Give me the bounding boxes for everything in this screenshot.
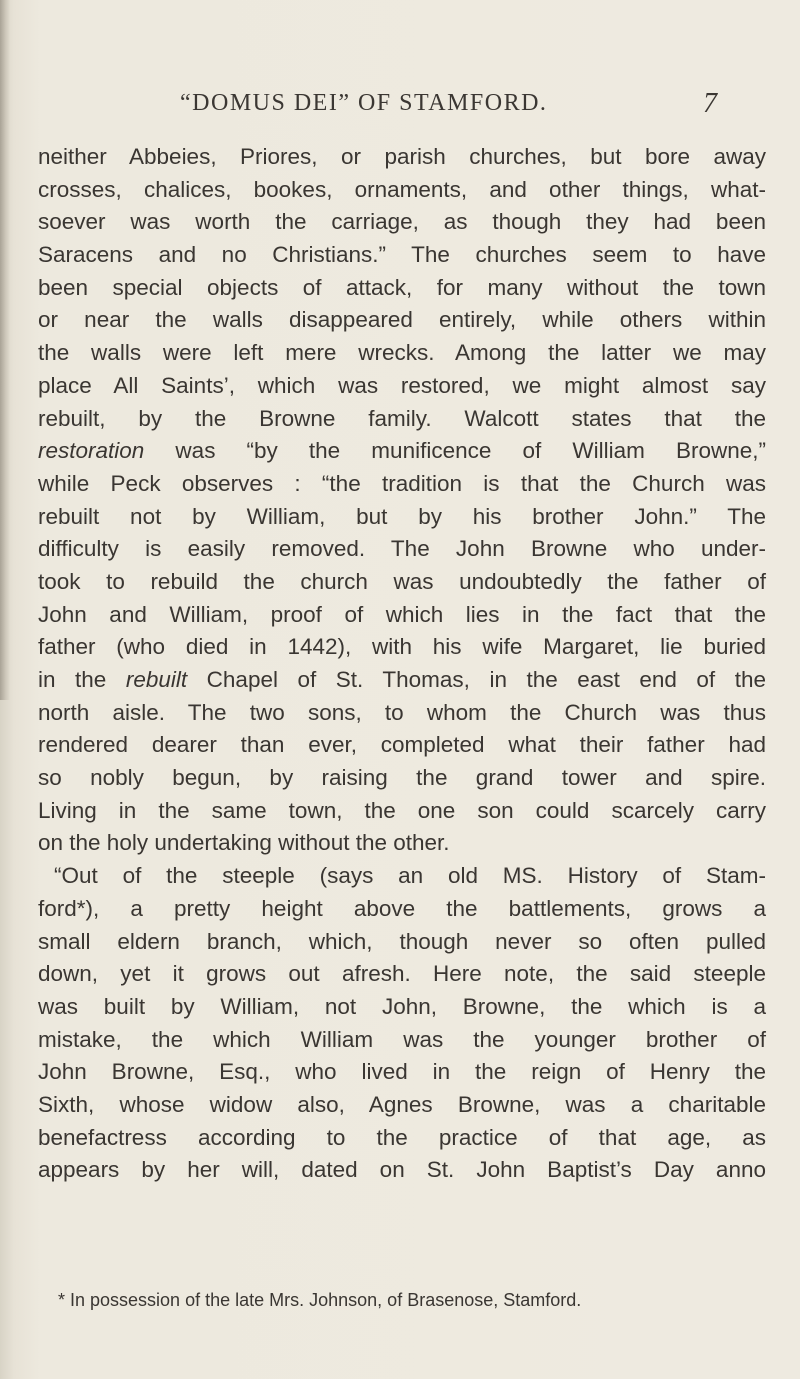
text-segment: rebuilt, by the Browne family. Walcott states that the [38, 405, 766, 431]
text-segment: Chapel of St. Thomas, in the east end of the [187, 667, 766, 692]
text-segment: soever was worth the carriage, as though they had been [38, 209, 766, 235]
text-segment: in the [38, 667, 126, 692]
text-line [38, 1024, 766, 1057]
text-segment: John Browne, Esq., who lived in the reign of Henry the [38, 1059, 766, 1085]
page-number: 7 [703, 88, 717, 119]
text-line [38, 566, 766, 599]
text-segment: ford*), a pretty height above the battlements, grows a [38, 895, 766, 921]
text-line [38, 141, 766, 174]
text-segment: took to rebuild the church was undoubtedly the father of [38, 568, 766, 594]
text-segment: north aisle. The two sons, to whom the Church was thus [38, 699, 766, 725]
text-line [38, 697, 766, 730]
text-segment: Sixth, whose widow also, Agnes Browne, was a charitable [38, 1091, 766, 1117]
footnote: * In possession of the late Mrs. Johnson, of Brasenose, Stamford. [58, 1290, 582, 1310]
text-segment: on the holy undertaking without the other. [38, 830, 450, 856]
text-segment: while Peck observes : “the tradition is that the Church was [38, 470, 766, 496]
text-segment: been special objects of attack, for many without the town [38, 274, 766, 300]
text-line [38, 827, 766, 860]
text-segment: was built by William, not John, Browne, the which is a [38, 993, 766, 1019]
text-segment: John and William, proof of which lies in the fact that the [38, 601, 766, 627]
text-line [38, 370, 766, 403]
text-line [38, 1056, 766, 1089]
text-segment: difficulty is easily removed. The John Browne who under- [38, 536, 766, 562]
italic-text: rebuilt [125, 667, 188, 692]
text-segment: Saracens and no Christians.” The churches seem to have [38, 242, 766, 268]
text-line [38, 893, 766, 926]
text-segment: the walls were left mere wrecks. Among the latter we may [38, 340, 766, 366]
text-segment: benefactress according to the practice of that age, as [38, 1124, 766, 1150]
text-segment: father (who died in 1442), with his wife Margaret, lie buried [38, 634, 766, 660]
text-segment: place All Saints’, which was restored, we might almost say [38, 372, 766, 398]
text-line [38, 631, 766, 664]
text-segment: mistake, the which William was the younger brother of [38, 1026, 766, 1052]
text-line [38, 991, 766, 1024]
text-line [38, 729, 766, 762]
text-line [38, 403, 766, 436]
text-line [38, 1122, 766, 1155]
text-line [38, 926, 766, 959]
text-line [38, 501, 766, 534]
italic-text: restoration [38, 438, 145, 464]
text-line [38, 599, 766, 632]
text-line [38, 239, 766, 272]
text-line [38, 1154, 766, 1187]
text-segment: so nobly begun, by raising the grand tower and spire. [38, 765, 766, 791]
running-head: “DOMUS DEI” OF STAMFORD. [180, 90, 548, 116]
text-line [38, 664, 766, 697]
text-segment: was “by the munificence of William Browne,” [144, 438, 766, 464]
text-line [38, 337, 766, 370]
text-segment: “Out of the steeple (says an old MS. History of Stam- [54, 863, 766, 889]
binding-gutter-shadow [0, 0, 10, 700]
text-line [38, 958, 766, 991]
text-segment: rebuilt not by William, but by his brother John.” The [38, 503, 766, 529]
text-line [38, 272, 766, 305]
text-segment: crosses, chalices, bookes, ornaments, and other things, what- [38, 176, 766, 202]
text-segment: or near the walls disappeared entirely, while others within [38, 307, 766, 333]
text-line [38, 174, 766, 207]
text-segment: Living in the same town, the one son could scarcely carry [38, 797, 766, 823]
text-line [38, 435, 766, 468]
text-line [38, 533, 766, 566]
text-segment: neither Abbeies, Priores, or parish churches, but bore away [38, 144, 766, 169]
body-text [38, 141, 766, 1187]
text-line [38, 304, 766, 337]
text-line [38, 795, 766, 828]
text-segment: down, yet it grows out afresh. Here note, the said steeple [38, 961, 766, 987]
text-line [38, 468, 766, 501]
text-line [38, 206, 766, 239]
text-line [38, 860, 766, 893]
text-segment: appears by her will, dated on St. John Baptist’s Day anno [38, 1157, 766, 1183]
text-segment: small eldern branch, which, though never so often pulled [38, 928, 766, 954]
text-line [38, 1089, 766, 1122]
text-line [38, 762, 766, 795]
text-segment: rendered dearer than ever, completed what their father had [38, 732, 766, 758]
